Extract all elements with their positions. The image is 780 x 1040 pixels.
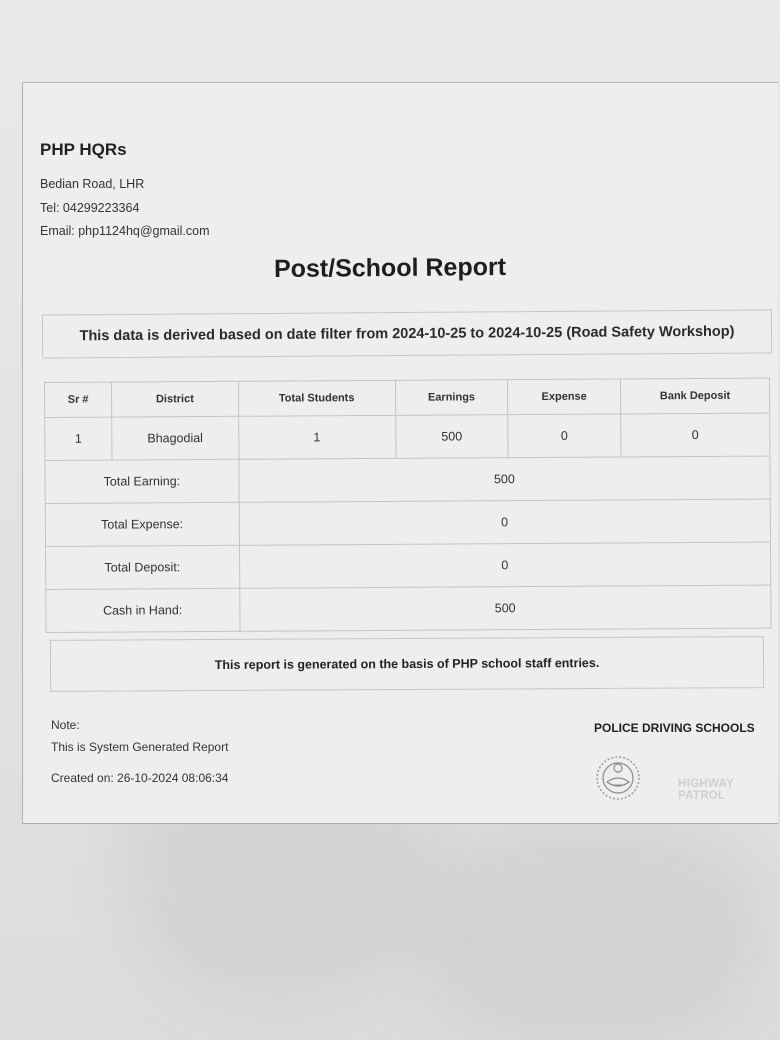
table-header-row <box>45 378 770 417</box>
highway-patrol-watermark: HIGHWAY PATROL <box>678 778 734 802</box>
table-row <box>45 413 770 460</box>
org-name: PHP HQRs <box>40 140 127 159</box>
cell-bank-deposit: 0 <box>621 413 770 457</box>
header-earnings: Earnings <box>395 380 508 416</box>
note-text: This is System Generated Report <box>51 740 229 754</box>
cell-earnings: 500 <box>395 415 508 459</box>
highway-patrol-emblem-icon <box>594 754 642 802</box>
total-expense-value: 0 <box>239 499 771 545</box>
header-bank-deposit: Bank Deposit <box>620 378 769 414</box>
org-telephone: Tel: 04299223364 <box>40 201 140 215</box>
cash-in-hand-label: Cash in Hand: <box>46 588 240 632</box>
total-deposit-value: 0 <box>239 542 771 588</box>
totals-row <box>45 456 770 503</box>
total-earning-value: 500 <box>239 456 771 502</box>
date-filter-box <box>42 309 772 358</box>
header-total-students: Total Students <box>238 380 395 416</box>
total-deposit-label: Total Deposit: <box>46 545 240 589</box>
totals-row <box>46 585 771 632</box>
cell-district: Bhagodial <box>112 416 239 460</box>
date-filter-text: This data is derived based on date filter from 2024-10-25 to 2024-10-25 (Road Safety Workshop) <box>79 323 735 345</box>
org-email: Email: php1124hq@gmail.com <box>40 224 210 238</box>
basis-note-box <box>50 636 764 692</box>
background-shadow <box>420 820 760 1040</box>
totals-row <box>46 542 771 589</box>
police-driving-schools-label: POLICE DRIVING SCHOOLS <box>594 721 755 735</box>
cash-in-hand-value: 500 <box>239 585 771 631</box>
note-label: Note: <box>51 718 80 732</box>
totals-row <box>45 499 770 546</box>
header-expense: Expense <box>508 379 621 415</box>
header-district: District <box>112 381 239 417</box>
report-title: Post/School Report <box>273 252 507 284</box>
header-sr: Sr # <box>45 382 112 417</box>
cell-expense: 0 <box>508 414 621 458</box>
total-expense-label: Total Expense: <box>45 502 239 546</box>
total-earning-label: Total Earning: <box>45 459 239 503</box>
report-table <box>44 378 772 633</box>
org-address: Bedian Road, LHR <box>40 177 145 191</box>
created-on: Created on: 26-10-2024 08:06:34 <box>51 771 229 785</box>
cell-sr: 1 <box>45 417 112 460</box>
basis-note-text: This report is generated on the basis of PHP school staff entries. <box>214 655 600 673</box>
cell-total-students: 1 <box>238 415 395 459</box>
